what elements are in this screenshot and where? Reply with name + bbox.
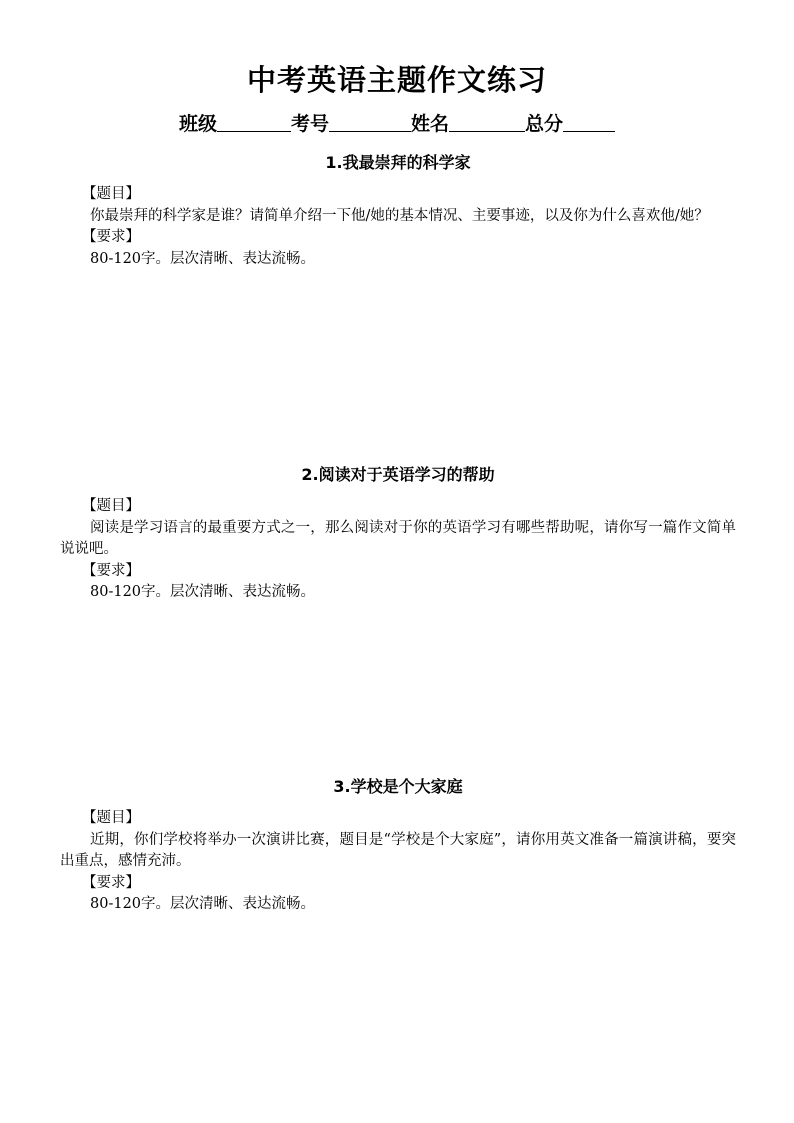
class-label: 班级	[178, 113, 217, 135]
section-heading: 1.我最崇拜的科学家	[325, 153, 471, 172]
section-heading: 2.阅读对于英语学习的帮助	[301, 465, 495, 484]
name-blank[interactable]	[449, 111, 525, 132]
topic-text: 你最崇拜的科学家是谁？请简单介绍一下他/她的基本情况、主要事迹，以及你为什么喜欢他/她？	[90, 207, 709, 224]
topic-text: 近期，你们学校将举办一次演讲比赛，题目是“学校是个大家庭”，请你用英文准备一篇演讲稿，要突出重点，感情充沛。	[60, 831, 736, 869]
section-heading: 3.学校是个大家庭	[333, 777, 463, 796]
total-score-blank[interactable]	[563, 111, 615, 132]
requirement-label: 【要求】	[82, 562, 140, 579]
requirement-label: 【要求】	[82, 874, 140, 891]
exam-number-blank[interactable]	[329, 111, 411, 132]
topic-text: 阅读是学习语言的最重要方式之一，那么阅读对于你的英语学习有哪些帮助呢，请你写一篇作文简单说说吧。	[60, 519, 736, 557]
topic-label: 【题目】	[82, 186, 140, 202]
topic-label: 【题目】	[82, 810, 140, 826]
class-blank[interactable]	[217, 111, 291, 132]
exam-number-label: 考号	[290, 113, 329, 135]
page-title: 中考英语主题作文练习	[246, 63, 547, 97]
name-label: 姓名	[411, 113, 450, 135]
student-info-line	[0, 110, 794, 138]
essay-section-3	[60, 776, 736, 916]
essay-section-1	[60, 152, 736, 270]
requirement-label: 【要求】	[82, 229, 140, 245]
requirement-text: 80-120字。层次清晰、表达流畅。	[90, 250, 316, 267]
requirement-text: 80-120字。层次清晰、表达流畅。	[90, 896, 316, 912]
topic-label: 【题目】	[82, 498, 140, 514]
requirement-text: 80-120字。层次清晰、表达流畅。	[90, 584, 316, 600]
total-score-label: 总分	[525, 113, 564, 135]
essay-section-2	[60, 464, 736, 604]
